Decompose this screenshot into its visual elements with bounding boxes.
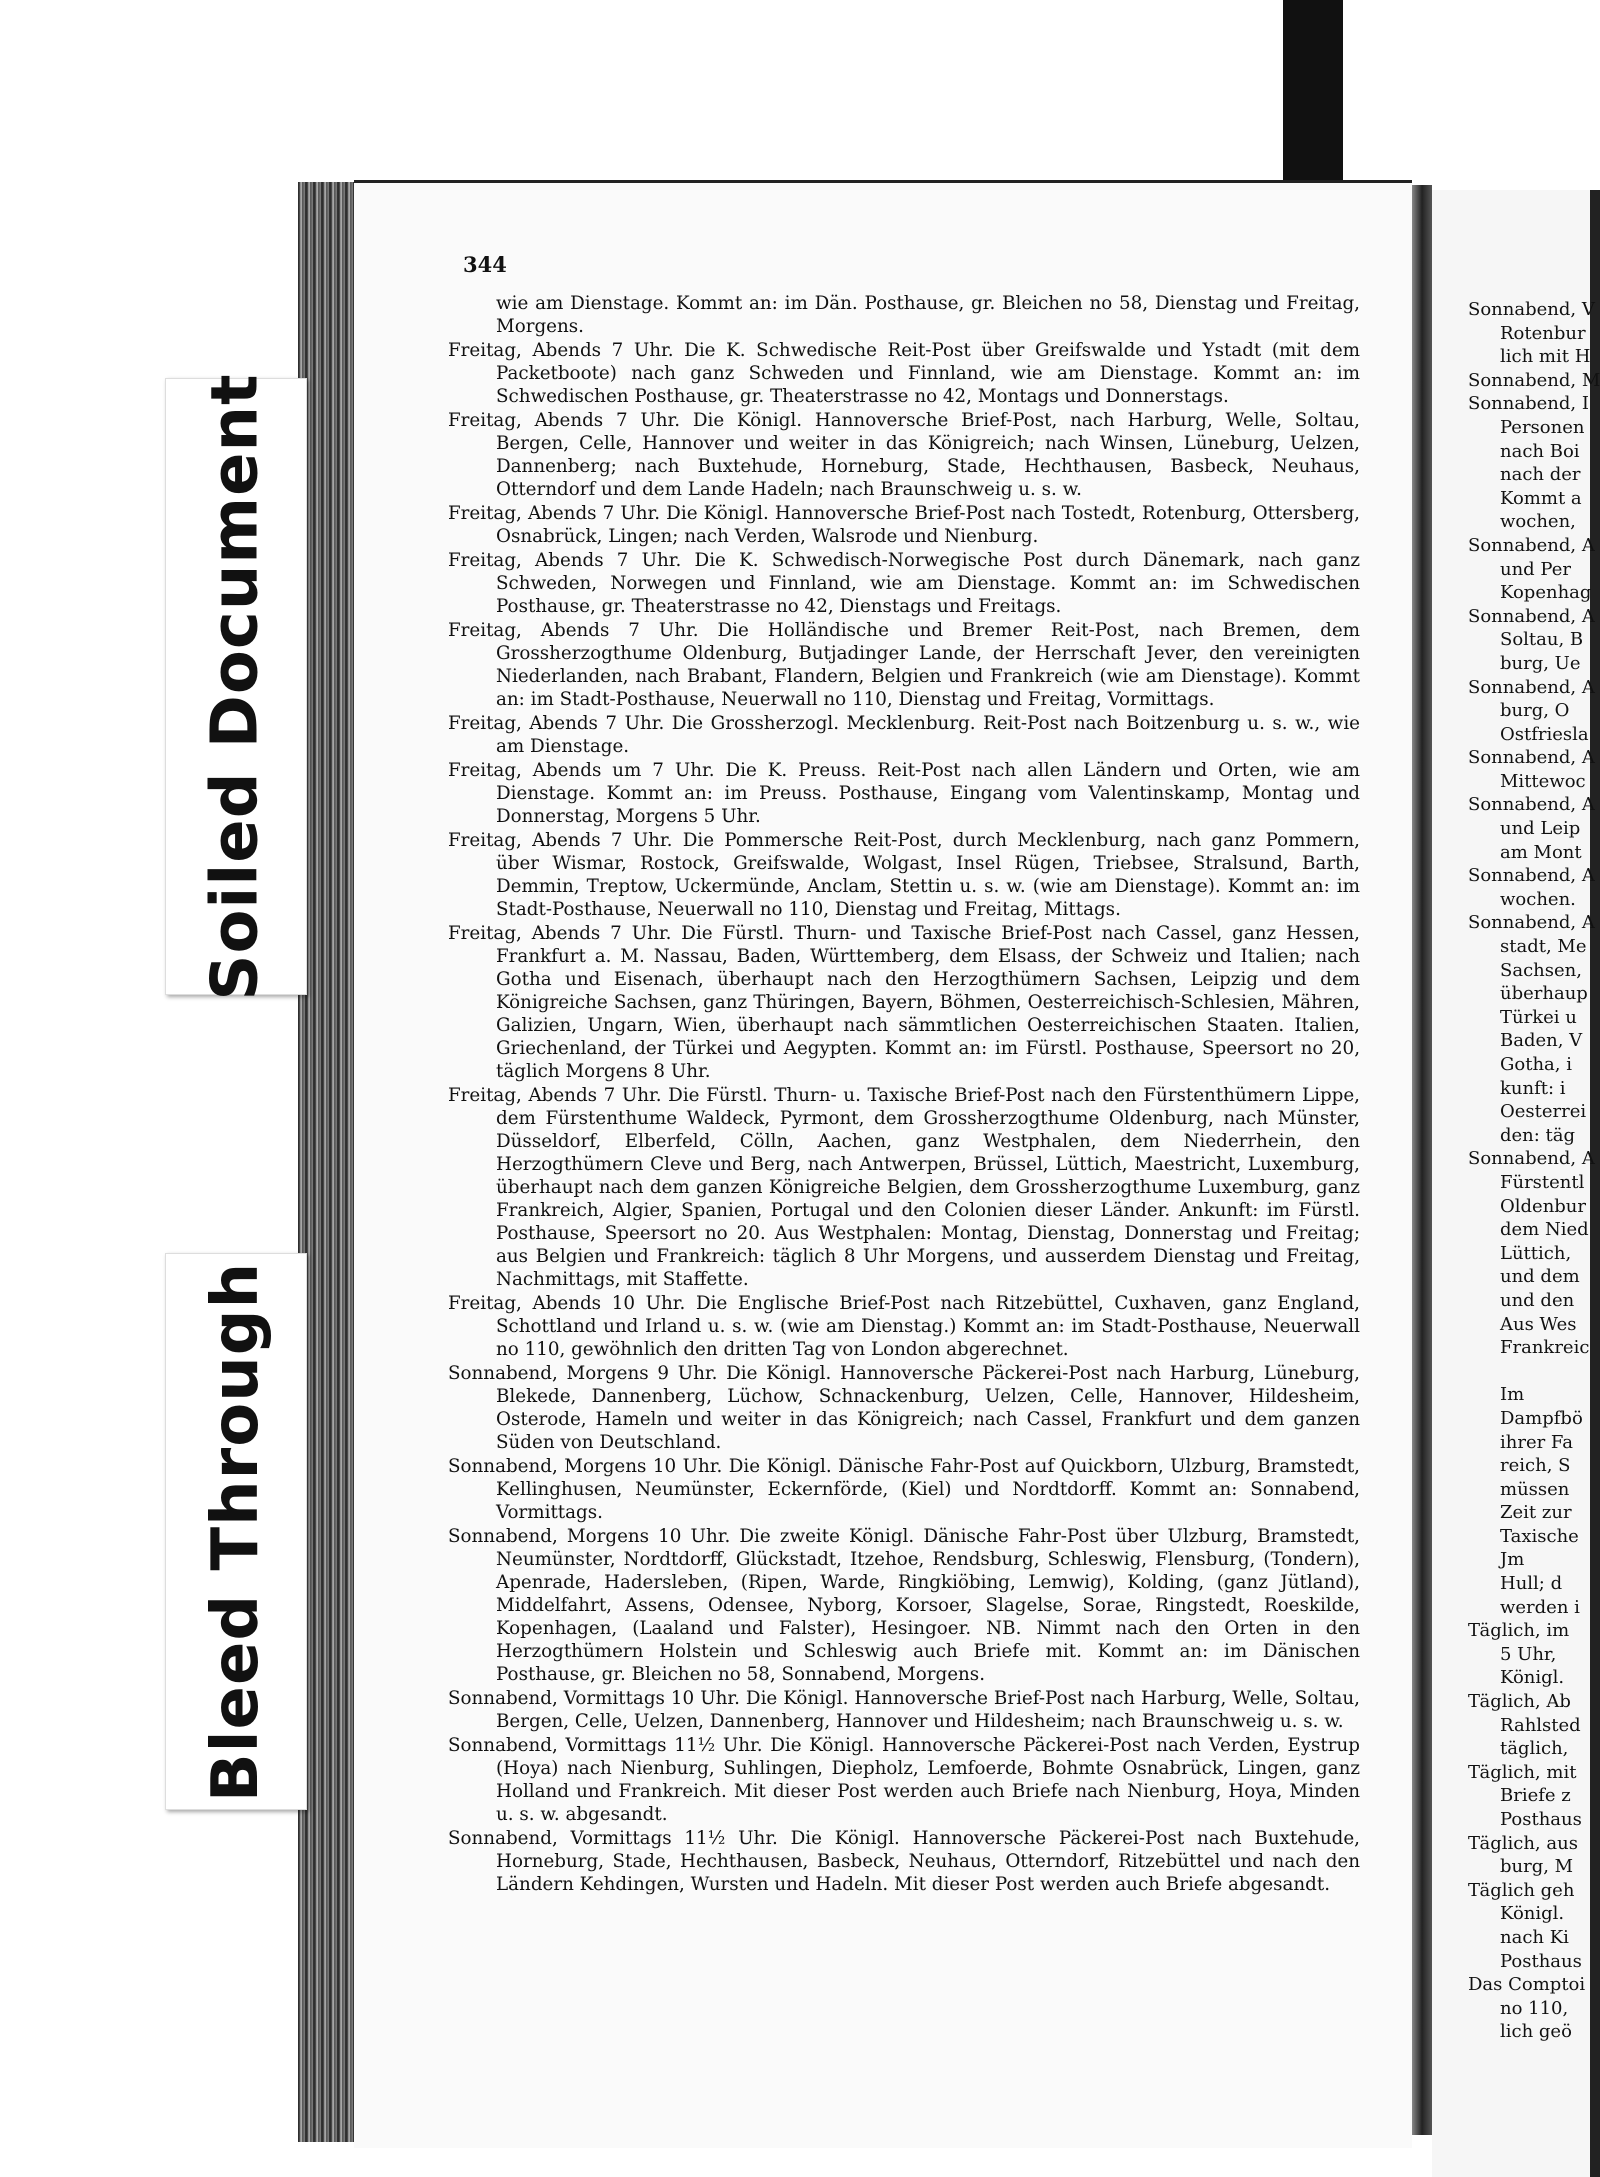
right-page-line: Täglich, im — [1468, 1620, 1570, 1642]
right-page-line: Das Comptoi — [1468, 1974, 1586, 1996]
right-page-line: Personen — [1500, 416, 1585, 438]
bleed-through-label-text: Bleed Through — [199, 1261, 273, 1802]
right-page-line: Sonnabend, A — [1468, 534, 1595, 556]
page-number: 344 — [463, 252, 507, 277]
soiled-document-label-text: Soiled Document — [199, 372, 273, 1001]
right-page-line: Sonnabend, A — [1468, 605, 1595, 627]
right-page-line: und Leip — [1500, 818, 1581, 840]
right-page-line: überhaup — [1500, 983, 1588, 1005]
right-page-line: Täglich geh — [1468, 1879, 1575, 1901]
right-page-line: 5 Uhr, — [1500, 1643, 1557, 1665]
right-page-line — [1468, 1360, 1600, 1384]
right-page-line: Türkei u — [1500, 1006, 1577, 1028]
right-page-line: werden i — [1500, 1596, 1580, 1618]
schedule-entry: Freitag, Abends 7 Uhr. Die Fürstl. Thurn- u. Taxische Brief-Post nach den Fürstenthümern Lippe, dem Fürstenthume Waldeck, Pyrmont, dem Grossherzogthume Oldenburg, nach Münster, Düsseldorf, Elberfeld, Cölln, Aachen, ganz Westphalen, dem Niederrhein, den Herzogthümern Cleve und Berg, nach Antwerpen, Brüssel, Lüttich, Maestricht, Luxemburg, überhaupt nach dem ganzen Königreiche Belgien, dem Grossherzogthume Luxemburg, ganz Frankreich, Algier, Spanien, Portugal und den Colonien dieser Länder. Ankunft: im Fürstl. Posthause, Speersort no 20. Aus Westphalen: Montag, Dienstag, Donnerstag und Freitag; aus Belgien und Frankreich: täglich 8 Uhr Morgens, und ausserdem Dienstag und Freitag, Nachmittags, mit Staffette. — [448, 1085, 1360, 1290]
right-page-line: und dem — [1500, 1266, 1580, 1288]
right-page-line: Täglich, mit — [1468, 1761, 1577, 1783]
schedule-entry: Sonnabend, Vormittags 11½ Uhr. Die Königl. Hannoversche Päckerei-Post nach Buxtehude, Horneburg, Stade, Hechthausen, Basbeck, Neuhaus, Otterndorf, Ritzebüttel und nach den Ländern Kehdingen, Wursten und Hadeln. Mit dieser Post werden auch Briefe abgesandt. — [448, 1828, 1360, 1895]
right-page-line: no 110, — [1500, 1997, 1569, 2019]
right-page-line: Oldenbur — [1500, 1195, 1587, 1217]
right-page-line: Täglich, Ab — [1468, 1691, 1571, 1713]
right-page-line: Zeit zur — [1500, 1502, 1572, 1524]
schedule-entry: Freitag, Abends 7 Uhr. Die Königl. Hannoversche Brief-Post, nach Harburg, Welle, Soltau, Bergen, Celle, Hannover und weiter in das Königreich; nach Winsen, Lüneburg, Uelzen, Dannenberg; nach Buxtehude, Horneburg, Stade, Hechthausen, Basbeck, Neuhaus, Otterndorf und dem Lande Hadeln; nach Braunschweig u. s. w. — [448, 410, 1360, 500]
right-page-line: und Per — [1500, 558, 1571, 580]
right-page-line: nach der — [1500, 464, 1581, 486]
right-page-line: lich mit H — [1500, 346, 1591, 368]
soiled-document-label — [165, 372, 307, 1001]
right-page-line: nach Boi — [1500, 440, 1580, 462]
right-page-line: Sonnabend, A — [1468, 912, 1595, 934]
schedule-entry: Freitag, Abends 7 Uhr. Die Grossherzogl. Mecklenburg. Reit-Post nach Boitzenburg u. s. w., wie am Dienstage. — [448, 713, 1360, 757]
right-page-line: müssen — [1500, 1478, 1570, 1500]
right-page-line: Ostfriesla — [1500, 723, 1589, 745]
right-page-line: Gotha, i — [1500, 1054, 1572, 1075]
right-page-line: Täglich, aus — [1468, 1832, 1578, 1854]
schedule-entry: Sonnabend, Vormittags 11½ Uhr. Die Königl. Hannoversche Päckerei-Post nach Verden, Eystrup (Hoya) nach Nienburg, Suhlingen, Diepholz, Lemfoerde, Bohmte Osnabrück, Lingen, ganz Holland und Frankreich. Mit dieser Post werden auch Briefe nach Nienburg, Hoya, Minden u. s. w. abgesandt. — [448, 1735, 1360, 1825]
right-page-line: Sonnabend, M — [1468, 369, 1600, 391]
right-page-line: Sonnabend, V — [1468, 299, 1595, 320]
schedule-entry: Sonnabend, Vormittags 10 Uhr. Die Königl. Hannoversche Brief-Post nach Harburg, Welle, Soltau, Bergen, Celle, Uelzen, Dannenberg, Hannover und Hildesheim; nach Braunschweig u. s. w. — [448, 1688, 1360, 1732]
schedule-entry: Freitag, Abends 7 Uhr. Die Pommersche Reit-Post, durch Mecklenburg, nach ganz Pommern, über Wismar, Rostock, Greifswalde, Wolgast, Insel Rügen, Triebsee, Stralsund, Barth, Demmin, Treptow, Uckermünde, Anclam, Stettin u. s. w. (wie am Dienstage). Kommt an: im Stadt-Posthause, Neuerwall no 110, Dienstag und Freitag, Mittags. — [448, 830, 1360, 920]
right-page-line: reich, S — [1500, 1455, 1571, 1477]
right-page-line: Frankreic — [1500, 1337, 1590, 1359]
schedule-entry: wie am Dienstage. Kommt an: im Dän. Posthause, gr. Bleichen no 58, Dienstag und Freitag, Morgens. — [496, 293, 1360, 337]
schedule-text-block — [448, 292, 1360, 1897]
right-page-line: Lüttich, — [1500, 1242, 1572, 1264]
right-page-line: burg, M — [1500, 1856, 1574, 1878]
right-page-line: Dampfbö — [1500, 1407, 1583, 1429]
right-page-line: Baden, V — [1500, 1030, 1583, 1052]
right-page-line: burg, O — [1500, 700, 1570, 722]
right-page-line: Sonnabend, A — [1468, 747, 1595, 769]
right-page-line: Jm — [1500, 1549, 1525, 1571]
right-page-line: und den — [1500, 1289, 1575, 1311]
right-page-line: Sonnabend, A — [1468, 865, 1595, 887]
right-page-line: wochen, — [1500, 511, 1576, 533]
right-page-line: Sachsen, — [1500, 959, 1582, 981]
right-page-line: Sonnabend, I — [1468, 393, 1589, 415]
schedule-entry: Freitag, Abends 7 Uhr. Die Holländische und Bremer Reit-Post, nach Bremen, dem Grossherzogthume Oldenburg, Butjadinger Lande, der Herrschaft Jever, den vereinigten Niederlanden, nach Brabant, Flandern, Belgien und Frankreich (wie am Dienstage). Kommt an: im Stadt-Posthause, Neuerwall no 110, Dienstag und Freitag, Vormittags. — [448, 620, 1360, 710]
right-page-line: Im — [1500, 1384, 1525, 1406]
right-page-line: Sonnabend, A — [1468, 1148, 1595, 1170]
book-gutter — [1412, 185, 1432, 2135]
schedule-entry: Freitag, Abends 7 Uhr. Die K. Schwedische Reit-Post über Greifswalde und Ystadt (mit dem Packetboote) nach ganz Schweden und Finnland, wie am Dienstage. Kommt an: im Schwedischen Posthause, gr. Theaterstrasse no 42, Montags und Donnerstags. — [448, 340, 1360, 407]
right-page-line: Posthaus — [1500, 1950, 1582, 1972]
right-page-line: nach Ki — [1500, 1926, 1569, 1948]
right-page-line: Taxische — [1500, 1525, 1579, 1547]
right-page-line: Fürstentl — [1500, 1171, 1585, 1193]
schedule-entry: Freitag, Abends 7 Uhr. Die K. Schwedisch-Norwegische Post durch Dänemark, nach ganz Schweden, Norwegen und Finnland, wie am Dienstage. Kommt an: im Schwedischen Posthause, gr. Theaterstrasse no 42, Dienstags und Freitags. — [448, 550, 1360, 617]
right-page-line: Kommt a — [1500, 487, 1582, 509]
right-page-line: Rotenbur — [1500, 322, 1586, 344]
right-page-line: Hull; d — [1500, 1573, 1563, 1595]
right-page-line: den: täg — [1500, 1124, 1576, 1146]
bleed-through-label — [165, 1253, 307, 1810]
right-page-line: Königl. — [1500, 1903, 1565, 1925]
right-page-line: Kopenhag — [1500, 582, 1592, 604]
schedule-entry: Freitag, Abends 7 Uhr. Die Fürstl. Thurn- und Taxische Brief-Post nach Cassel, ganz Hessen, Frankfurt a. M. Nassau, Baden, Württemberg, dem Elsass, der Schweiz und Italien; nach Gotha und Eisenach, überhaupt nach den Herzogthümern Sachsen, Leipzig und dem Königreiche Sachsen, ganz Thüringen, Bayern, Böhmen, Oesterreichisch-Schlesien, Mähren, Galizien, Ungarn, Wien, überhaupt nach sämmtlichen Oesterreichischen Staaten. Italien, Griechenland, der Türkei und Aegypten. Kommt an: im Fürstl. Posthause, Speersort no 20, täglich Morgens 8 Uhr. — [448, 923, 1360, 1082]
schedule-entry: Freitag, Abends 7 Uhr. Die Königl. Hannoversche Brief-Post nach Tostedt, Rotenburg, Ottersberg, Osnabrück, Lingen; nach Verden, Walsrode und Nienburg. — [448, 503, 1360, 547]
schedule-entry: Sonnabend, Morgens 10 Uhr. Die Königl. Dänische Fahr-Post auf Quickborn, Ulzburg, Bramstedt, Kellinghusen, Neumünster, Eckernförde, (Kiel) und Nordtdorff. Kommt an: Sonnabend, Vormittags. — [448, 1456, 1360, 1523]
right-page-line: dem Nied — [1500, 1219, 1589, 1241]
right-page-line: wochen. — [1500, 888, 1576, 910]
right-page-line: Posthaus — [1500, 1809, 1582, 1830]
schedule-entry: Sonnabend, Morgens 9 Uhr. Die Königl. Hannoversche Päckerei-Post nach Harburg, Lüneburg, Blekede, Dannenberg, Lüchow, Schnackenburg, Uelzen, Celle, Hannover, Hildesheim, Osterode, Hameln und weiter in das Königreich; nach Cassel, Frankfurt und dem ganzen Süden von Deutschland. — [448, 1363, 1360, 1453]
right-page-line: Mittewoc — [1500, 770, 1586, 792]
schedule-entry: Sonnabend, Morgens 10 Uhr. Die zweite Königl. Dänische Fahr-Post über Ulzburg, Bramstedt, Neumünster, Nordtdorff, Glückstadt, Itzehoe, Rendsburg, Schleswig, Flensburg, (Tondern), Apenrade, Hadersleben, (Ripen, Warde, Ringkiöbing, Lemwig), Kolding, (ganz Jütland), Middelfahrt, Assens, Odensee, Nyborg, Korsoer, Slagelse, Sorae, Ringstedt, Roeskilde, Kopenhagen, (Laaland und Falster), Hesingoer. NB. Nimmt nach den Orten in den Herzogthümern Holstein und Schleswig auch Briefe mit. Kommt an: im Dänischen Posthause, gr. Bleichen no 58, Sonnabend, Morgens. — [448, 1526, 1360, 1685]
right-page-line: täglich, — [1500, 1738, 1569, 1760]
right-page-line: am Mont — [1500, 841, 1582, 863]
right-page-line: Königl. — [1500, 1667, 1565, 1689]
schedule-entry: Freitag, Abends 10 Uhr. Die Englische Brief-Post nach Ritzebüttel, Cuxhaven, ganz England, Schottland und Irland u. s. w. (wie am Dienstag.) Kommt an: im Stadt-Posthause, Neuerwall no 110, gewöhnlich den dritten Tag von London abgerechnet. — [448, 1293, 1360, 1360]
right-page-line: stadt, Me — [1500, 936, 1587, 958]
right-page-line: Briefe z — [1500, 1785, 1571, 1807]
right-page-line: lich geö — [1500, 2021, 1572, 2043]
right-page-line: Oesterrei — [1500, 1101, 1587, 1123]
right-page-text-block — [1468, 298, 1600, 2044]
right-page-line: Aus Wes — [1500, 1313, 1577, 1335]
right-page-line: Sonnabend, A — [1468, 794, 1595, 816]
schedule-entry: Freitag, Abends um 7 Uhr. Die K. Preuss. Reit-Post nach allen Ländern und Orten, wie am Dienstage. Kommt an: im Preuss. Posthause, Eingang vom Valentinskamp, Montag und Donnerstag, Morgens 5 Uhr. — [448, 760, 1360, 827]
right-page-line: Rahlsted — [1500, 1714, 1581, 1736]
right-page-line: ihrer Fa — [1500, 1431, 1573, 1453]
black-strip — [1283, 0, 1343, 185]
right-page-line: Soltau, B — [1500, 629, 1584, 651]
right-page-line: kunft: i — [1500, 1077, 1566, 1099]
right-page-line: Sonnabend, A — [1468, 676, 1595, 698]
right-page-line: burg, Ue — [1500, 652, 1581, 674]
